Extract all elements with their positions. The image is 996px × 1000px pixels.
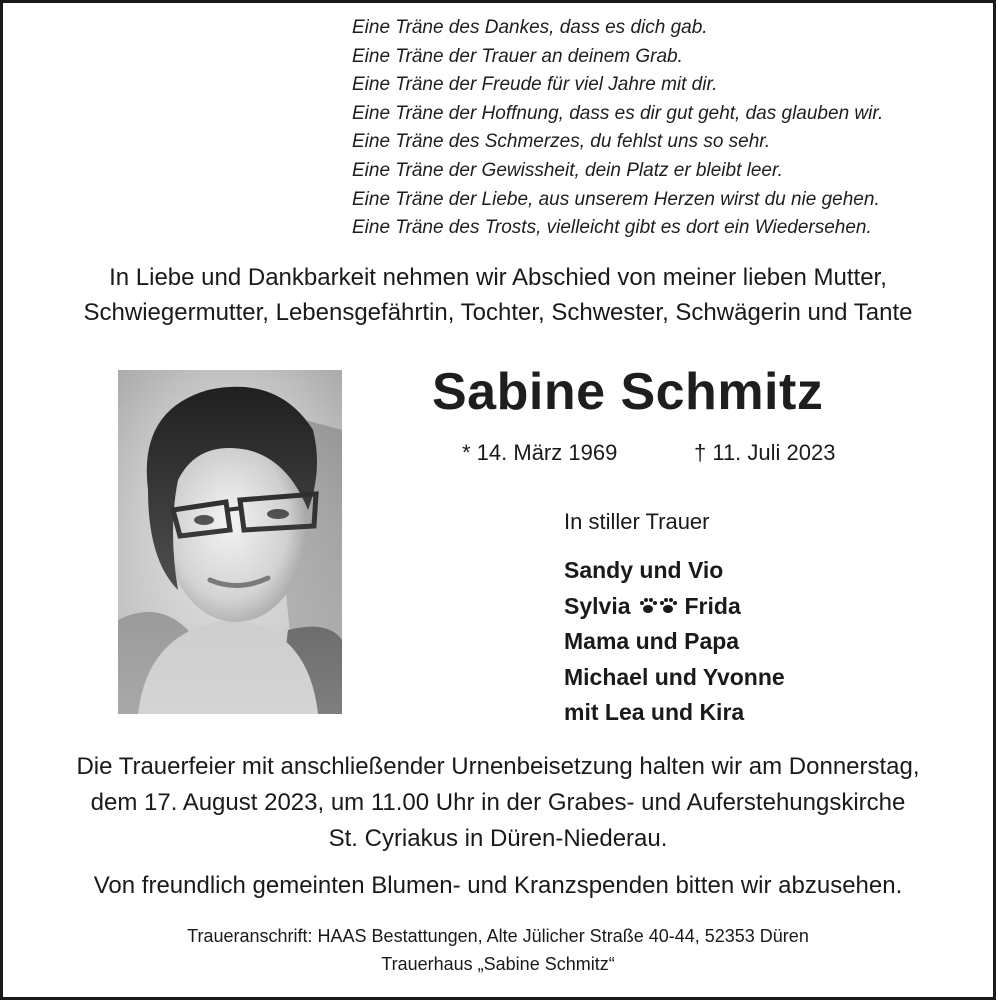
poem-line: Eine Träne der Gewissheit, dein Platz er bleibt leer. [352, 159, 783, 181]
death-date: † 11. Juli 2023 [694, 440, 836, 465]
mourners-intro: In stiller Trauer [564, 509, 710, 534]
poem-line: Eine Träne der Hoffnung, dass es dir gut geht, das glauben wir. [352, 102, 884, 124]
mourner-line: mit Lea und Kira [564, 699, 745, 725]
portrait-photo [118, 370, 342, 714]
poem-line: Eine Träne der Trauer an deinem Grab. [352, 45, 683, 67]
address-line: Trauerhaus „Sabine Schmitz“ [381, 954, 615, 974]
poem [352, 14, 883, 243]
deceased-name: Sabine Schmitz [432, 363, 824, 421]
service-announcement [0, 749, 996, 857]
flowers-notice: Von freundlich gemeinten Blumen- und Kranzspenden bitten wir abzusehen. [93, 872, 903, 899]
intro-line: In Liebe und Dankbarkeit nehmen wir Abschied von meiner lieben Mutter, [109, 264, 887, 291]
mourner-line: Sandy und Vio [564, 557, 724, 583]
farewell-intro [0, 260, 996, 330]
service-line: dem 17. August 2023, um 11.00 Uhr in der Grabes- und Auferstehungskirche [90, 789, 906, 816]
paw-prints-icon [637, 591, 681, 611]
birth-date: * 14. März 1969 [462, 440, 618, 465]
poem-line: Eine Träne des Trosts, vielleicht gibt es dort ein Wiedersehen. [352, 217, 872, 239]
mourners-list [564, 553, 785, 731]
service-line: St. Cyriakus in Düren-Niederau. [328, 825, 668, 852]
address-line: Traueranschrift: HAAS Bestattungen, Alte Jülicher Straße 40-44, 52353 Düren [187, 926, 809, 946]
mourner-line [564, 589, 785, 625]
poem-line: Eine Träne der Freude für viel Jahre mit dir. [352, 74, 718, 96]
mourner-name: Frida [684, 592, 741, 619]
mourning-address [0, 922, 996, 978]
mourner-line: Mama und Papa [564, 628, 740, 654]
poem-line: Eine Träne der Liebe, aus unserem Herzen wirst du nie gehen. [352, 188, 880, 210]
poem-line: Eine Träne des Dankes, dass es dich gab. [352, 17, 708, 38]
service-line: Die Trauerfeier mit anschließender Urnenbeisetzung halten wir am Donnerstag, [76, 753, 920, 780]
mourner-name: Sylvia [564, 592, 631, 619]
poem-line: Eine Träne des Schmerzes, du fehlst uns so sehr. [352, 131, 771, 153]
intro-line: Schwiegermutter, Lebensgefährtin, Tochter, Schwester, Schwägerin und Tante [83, 299, 913, 326]
mourner-line: Michael und Yvonne [564, 663, 785, 690]
